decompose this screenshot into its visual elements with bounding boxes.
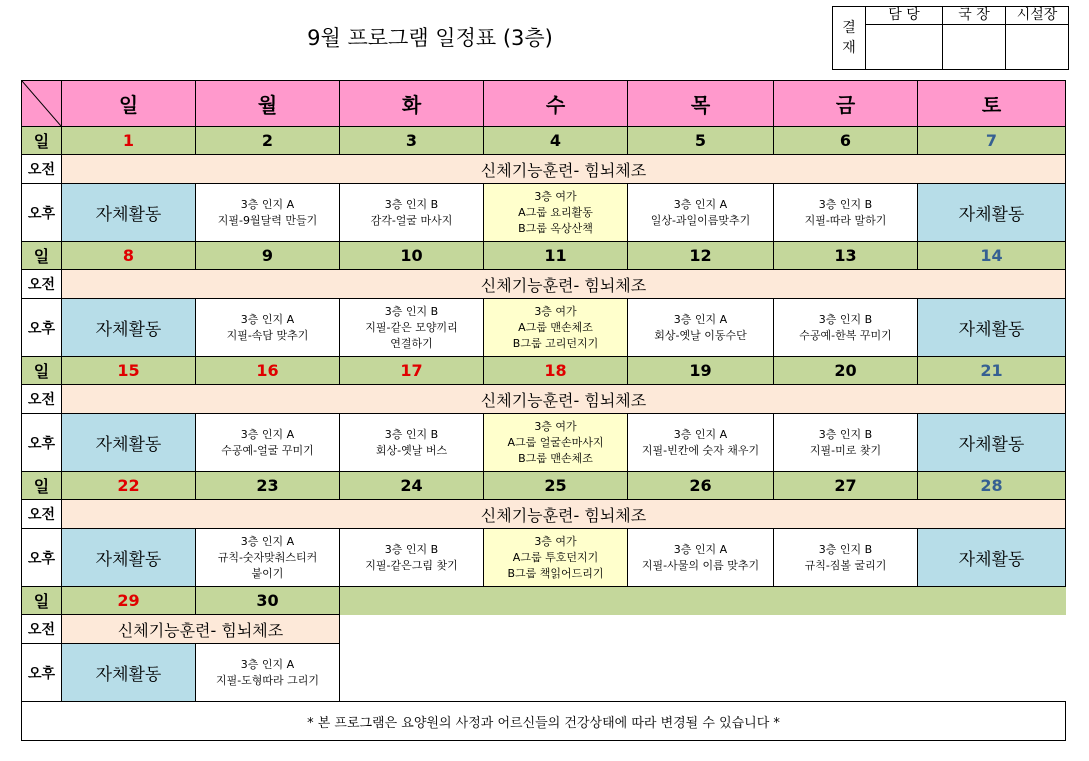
program-line: 3층 인지 B: [384, 304, 439, 318]
approval-label-line-1: 결: [842, 20, 856, 36]
row-label-am: 오전: [22, 270, 62, 299]
date-cell: 29: [62, 587, 196, 615]
program-line: 3층 인지 A: [240, 197, 295, 211]
date-cell: 20: [774, 357, 918, 385]
day-header-mon: 월: [196, 81, 340, 127]
date-cell: 4: [484, 127, 628, 155]
program-line: B그룹 옥상산책: [518, 221, 593, 235]
program-line: 3층 인지 B: [384, 427, 439, 441]
program-line: A그룹 얼굴손마사지: [507, 435, 604, 449]
program-line: 수공예-얼굴 꾸미기: [221, 443, 314, 457]
program-cell: [484, 299, 628, 357]
empty-area: [340, 587, 1066, 615]
program-cell: [196, 184, 340, 242]
program-line: B그룹 책읽어드리기: [507, 566, 604, 580]
program-line: 지필-빈칸에 숫자 채우기: [641, 443, 760, 457]
program-line: 3층 여가: [534, 534, 577, 548]
morning-activity: 신체기능훈련- 힘뇌체조: [62, 385, 1066, 414]
program-cell: [340, 299, 484, 357]
self-activity-cell: 자체활동: [918, 529, 1066, 587]
row-label-am: 오전: [22, 385, 62, 414]
program-line: 3층 인지 A: [673, 542, 728, 556]
date-cell: 16: [196, 357, 340, 385]
program-line: 3층 인지 B: [818, 427, 873, 441]
program-line: 3층 인지 A: [673, 312, 728, 326]
row-label-am: 오전: [22, 155, 62, 184]
program-line: 3층 인지 B: [818, 312, 873, 326]
row-label-pm: 오후: [22, 299, 62, 357]
program-line: 3층 인지 A: [240, 427, 295, 441]
day-header-thu: 목: [628, 81, 774, 127]
program-cell: [484, 529, 628, 587]
approval-sign-cell: [866, 24, 943, 69]
program-line: 지필-사물의 이름 맞추기: [641, 558, 760, 572]
row-label-date: 일: [22, 587, 62, 615]
day-header-wed: 수: [484, 81, 628, 127]
program-cell: [196, 414, 340, 472]
date-cell: 12: [628, 242, 774, 270]
morning-activity: 신체기능훈련- 힘뇌체조: [62, 615, 340, 644]
date-cell: 25: [484, 472, 628, 500]
schedule-table: [21, 80, 1066, 741]
row-label-pm: 오후: [22, 184, 62, 242]
approval-role: 시설장: [1006, 7, 1069, 25]
program-line: A그룹 투호던지기: [512, 550, 599, 564]
program-line: 3층 인지 A: [673, 197, 728, 211]
self-activity-cell: 자체활동: [62, 299, 196, 357]
date-cell: 9: [196, 242, 340, 270]
self-activity-cell: 자체활동: [62, 529, 196, 587]
date-cell: 19: [628, 357, 774, 385]
approval-role: 국 장: [943, 7, 1006, 25]
date-cell: 14: [918, 242, 1066, 270]
morning-activity: 신체기능훈련- 힘뇌체조: [62, 155, 1066, 184]
program-cell: [484, 184, 628, 242]
self-activity-cell: 자체활동: [918, 299, 1066, 357]
empty-area: [340, 615, 1066, 644]
morning-activity: 신체기능훈련- 힘뇌체조: [62, 500, 1066, 529]
program-line: 3층 인지 B: [384, 197, 439, 211]
program-line: 지필-따라 말하기: [804, 213, 887, 227]
approval-label: [833, 7, 866, 70]
row-label-date: 일: [22, 242, 62, 270]
page-title: 9월 프로그램 일정표 (3층): [307, 26, 553, 50]
date-cell: 6: [774, 127, 918, 155]
day-header-tue: 화: [340, 81, 484, 127]
program-line: 3층 여가: [534, 304, 577, 318]
day-header-sat: 토: [918, 81, 1066, 127]
program-line: 지필-같은그림 찾기: [365, 558, 458, 572]
date-cell: 23: [196, 472, 340, 500]
date-cell: 22: [62, 472, 196, 500]
program-line: 붙이기: [251, 566, 284, 580]
program-line: 지필-9월달력 만들기: [217, 213, 318, 227]
self-activity-cell: 자체활동: [918, 184, 1066, 242]
program-cell: [484, 414, 628, 472]
self-activity-cell: 자체활동: [62, 184, 196, 242]
program-line: 수공예-한복 꾸미기: [799, 328, 892, 342]
date-cell: 28: [918, 472, 1066, 500]
row-label-date: 일: [22, 472, 62, 500]
row-label-am: 오전: [22, 615, 62, 644]
program-line: 3층 여가: [534, 419, 577, 433]
day-header-fri: 금: [774, 81, 918, 127]
row-label-am: 오전: [22, 500, 62, 529]
date-cell: 11: [484, 242, 628, 270]
program-line: 규칙-짐볼 굴리기: [804, 558, 887, 572]
self-activity-cell: 자체활동: [918, 414, 1066, 472]
program-line: B그룹 고리던지기: [512, 336, 599, 350]
date-cell: 5: [628, 127, 774, 155]
date-cell: 18: [484, 357, 628, 385]
morning-activity: 신체기능훈련- 힘뇌체조: [62, 270, 1066, 299]
approval-label-line-2: 재: [842, 40, 856, 56]
row-label-pm: 오후: [22, 529, 62, 587]
program-line: 3층 인지 A: [240, 534, 295, 548]
approval-role: 담 당: [866, 7, 943, 25]
program-line: 3층 인지 B: [818, 197, 873, 211]
program-line: 3층 인지 A: [240, 312, 295, 326]
date-cell: 17: [340, 357, 484, 385]
row-label-pm: 오후: [22, 414, 62, 472]
program-cell: [340, 184, 484, 242]
program-cell: [196, 299, 340, 357]
self-activity-cell: 자체활동: [62, 644, 196, 702]
program-cell: [628, 299, 774, 357]
program-line: 지필-같은 모양끼리: [365, 320, 458, 334]
approval-sign-cell: [943, 24, 1006, 69]
date-cell: 8: [62, 242, 196, 270]
date-cell: 2: [196, 127, 340, 155]
date-cell: 27: [774, 472, 918, 500]
day-header-sun: 일: [62, 81, 196, 127]
program-line: 회상-옛날 버스: [375, 443, 448, 457]
footer-note: * 본 프로그램은 요양원의 사정과 어르신들의 건강상태에 따라 변경될 수 있습니다 *: [22, 702, 1066, 741]
program-line: 회상-옛날 이동수단: [654, 328, 747, 342]
program-line: 3층 여가: [534, 189, 577, 203]
program-line: 감각-얼굴 마사지: [370, 213, 453, 227]
date-cell: 13: [774, 242, 918, 270]
date-cell: 7: [918, 127, 1066, 155]
corner-cell: [22, 81, 62, 127]
program-cell: [340, 414, 484, 472]
program-line: 3층 인지 A: [673, 427, 728, 441]
date-cell: 21: [918, 357, 1066, 385]
program-cell: [774, 414, 918, 472]
date-cell: 10: [340, 242, 484, 270]
program-cell: [340, 529, 484, 587]
program-cell: [628, 184, 774, 242]
program-line: 지필-도형따라 그리기: [215, 673, 320, 687]
row-label-date: 일: [22, 127, 62, 155]
corner-diagonal: [22, 81, 61, 126]
program-line: A그룹 요리활동: [518, 205, 593, 219]
program-cell: [774, 299, 918, 357]
date-cell: 24: [340, 472, 484, 500]
program-line: 일상-과일이름맞추기: [650, 213, 751, 227]
row-label-date: 일: [22, 357, 62, 385]
program-line: A그룹 맨손체조: [518, 320, 593, 334]
date-cell: 3: [340, 127, 484, 155]
self-activity-cell: 자체활동: [62, 414, 196, 472]
date-cell: 1: [62, 127, 196, 155]
program-line: 지필-속담 맞추기: [226, 328, 309, 342]
program-cell: [774, 529, 918, 587]
program-line: 연결하기: [390, 336, 433, 350]
approval-sign-cell: [1006, 24, 1069, 69]
program-cell: [196, 644, 340, 702]
program-cell: [196, 529, 340, 587]
approval-box: [832, 6, 1069, 70]
program-cell: [774, 184, 918, 242]
date-cell: 15: [62, 357, 196, 385]
program-cell: [628, 414, 774, 472]
program-line: 3층 인지 A: [240, 657, 295, 671]
program-cell: [628, 529, 774, 587]
row-label-pm: 오후: [22, 644, 62, 702]
program-line: B그룹 맨손체조: [518, 451, 593, 465]
program-line: 규칙-숫자맞춰스티커: [217, 550, 318, 564]
date-cell: 30: [196, 587, 340, 615]
program-line: 3층 인지 B: [818, 542, 873, 556]
program-line: 지필-미로 찾기: [809, 443, 882, 457]
empty-area: [340, 644, 1066, 702]
date-cell: 26: [628, 472, 774, 500]
program-line: 3층 인지 B: [384, 542, 439, 556]
